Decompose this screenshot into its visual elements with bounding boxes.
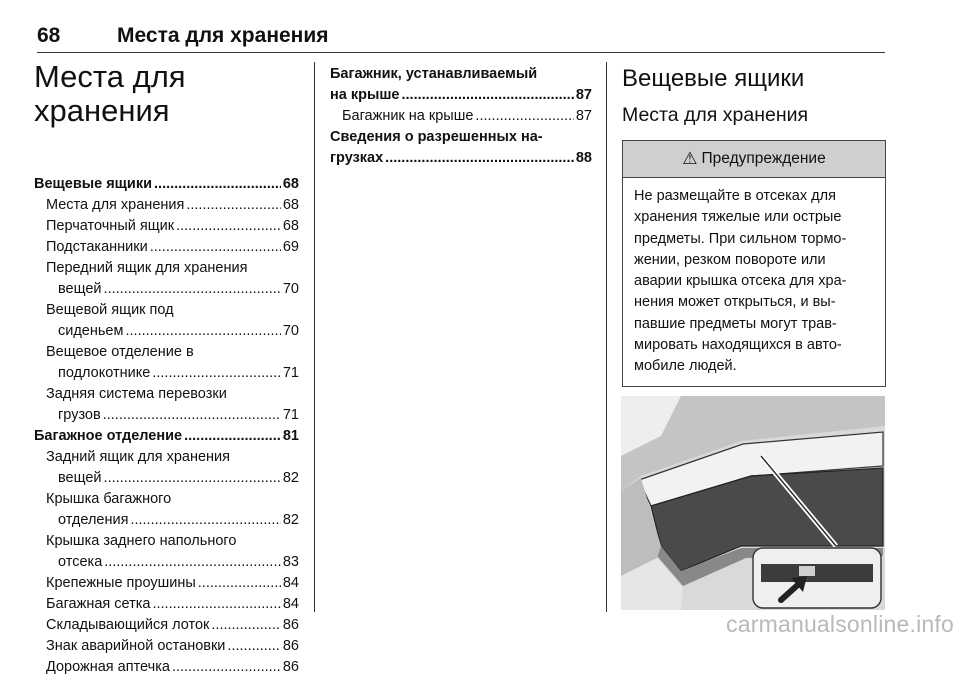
toc-entry[interactable] (34, 552, 299, 573)
toc-label: Багажная сетка (46, 596, 151, 612)
toc-page-number: 84 (282, 596, 299, 612)
toc-leader-dots (385, 148, 574, 169)
section-heading: Вещевые ящики (622, 65, 805, 92)
toc-entry[interactable] (34, 405, 299, 426)
watermark: carmanualsonline.info (726, 611, 954, 637)
warning-line: нения может открыться, и вы- (634, 294, 836, 311)
toc-entry[interactable] (34, 573, 299, 594)
toc-entry[interactable] (34, 510, 299, 531)
toc-page-number: 71 (282, 365, 299, 381)
warning-line: аварии крышка отсека для хра- (634, 273, 847, 290)
toc-page-number: 68 (282, 197, 299, 213)
toc-page-number: 70 (282, 323, 299, 339)
toc-leader-dots (211, 615, 280, 636)
toc-label: Дорожная аптечка (46, 659, 170, 675)
toc-leader-dots (104, 552, 281, 573)
toc-label: отделения (58, 512, 129, 528)
toc-label: Складывающийся лоток (46, 617, 210, 633)
toc-page-number: 82 (282, 470, 299, 486)
toc-entry[interactable] (34, 237, 299, 258)
toc-section[interactable] (330, 148, 592, 169)
toc-label: Вещевые ящики (34, 176, 153, 192)
toc-page-number: 86 (282, 659, 299, 675)
toc-page-number: 83 (282, 554, 299, 570)
toc-label: сиденьем (58, 323, 124, 339)
toc-entry-lead: Крышка багажного (46, 491, 172, 507)
toc-entry-lead: Вещевое отделение в (46, 344, 194, 360)
toc-leader-dots (176, 216, 281, 237)
toc-entry-lead: Задний ящик для хранения (46, 449, 230, 465)
warning-line: мировать находящихся в авто- (634, 337, 842, 354)
toc-page-number: 68 (282, 176, 299, 192)
toc-leader-dots (186, 195, 281, 216)
toc-label: Подстаканники (46, 239, 148, 255)
toc-label: Места для хранения (46, 197, 185, 213)
toc-label: Багажник на крыше (342, 108, 474, 124)
page-number: 68 (37, 24, 61, 47)
toc-leader-dots (130, 510, 280, 531)
warning-text (623, 178, 885, 386)
warning-line: жении, резком повороте или (634, 251, 826, 268)
warning-box (622, 140, 886, 387)
toc-entry-lead: Сведения о разрешенных на- (330, 129, 543, 145)
toc-page-number: 69 (282, 239, 299, 255)
table-of-contents (34, 174, 299, 678)
chapter-title-line-2: хранения (34, 93, 170, 128)
toc-entry-lead: Багажник, устанавливаемый (330, 66, 538, 82)
toc-page-number: 70 (282, 281, 299, 297)
toc-entry[interactable] (34, 636, 299, 657)
toc-entry-lead: Вещевой ящик под (46, 302, 174, 318)
warning-line: предметы. При сильном тормо- (634, 230, 847, 247)
toc-leader-dots (150, 237, 281, 258)
warning-header (623, 141, 885, 178)
toc-page-number: 86 (282, 638, 299, 654)
glovebox-illustration (621, 396, 885, 610)
toc-page-number: 87 (575, 108, 592, 124)
toc-label: грузов (58, 407, 101, 423)
toc-leader-dots (198, 573, 281, 594)
toc-leader-dots (103, 405, 281, 426)
toc-section[interactable] (34, 426, 299, 447)
warning-line: хранения тяжелые или острые (634, 209, 842, 226)
toc-entry-lead: Передний ящик для хранения (46, 260, 248, 276)
toc-label: Перчаточный ящик (46, 218, 175, 234)
toc-page-number: 88 (575, 150, 592, 166)
toc-entry[interactable] (34, 216, 299, 237)
toc-leader-dots (475, 106, 573, 127)
toc-leader-dots (227, 636, 280, 657)
toc-page-number: 86 (282, 617, 299, 633)
toc-page-number: 81 (282, 428, 299, 444)
toc-entry[interactable] (34, 279, 299, 300)
toc-page-number: 84 (282, 575, 299, 591)
toc-label: вещей (58, 281, 102, 297)
toc-leader-dots (152, 363, 281, 384)
toc-page-number: 68 (282, 218, 299, 234)
column-divider-2 (606, 62, 607, 612)
toc-leader-dots (154, 174, 281, 195)
column-toc-1 (34, 60, 299, 678)
toc-leader-dots (104, 468, 281, 489)
toc-label: Крепежные проушины (46, 575, 196, 591)
warning-line: павшие предметы могут трав- (634, 315, 837, 332)
toc-section[interactable] (330, 85, 592, 106)
toc-entry-lead: Крышка заднего напольного (46, 533, 237, 549)
warning-title: Предупреждение (701, 150, 826, 167)
toc-label: Багажное отделение (34, 428, 183, 444)
toc-leader-dots (125, 321, 280, 342)
toc-page-number: 82 (282, 512, 299, 528)
warning-line: Не размещайте в отсеках для (634, 188, 836, 204)
running-title: Места для хранения (117, 24, 329, 47)
column-toc-2 (330, 64, 592, 169)
toc-label: на крыше (330, 87, 400, 103)
toc-entry-lead: Задняя система перевозки (46, 386, 227, 402)
chapter-title (34, 60, 299, 128)
toc-entry[interactable] (34, 363, 299, 384)
toc-entry[interactable] (34, 321, 299, 342)
toc-entry[interactable] (34, 615, 299, 636)
toc-leader-dots (184, 426, 281, 447)
toc-label: отсека (58, 554, 103, 570)
toc-entry[interactable] (34, 195, 299, 216)
toc-entry[interactable] (34, 657, 299, 678)
toc-leader-dots (104, 279, 281, 300)
toc-leader-dots (152, 594, 280, 615)
toc-section[interactable] (34, 174, 299, 195)
toc-leader-dots (172, 657, 281, 678)
column-divider-1 (314, 62, 315, 612)
toc-label: вещей (58, 470, 102, 486)
toc-label: грузках (330, 150, 384, 166)
toc-entry[interactable] (34, 594, 299, 615)
toc-label: Знак аварийной остановки (46, 638, 226, 654)
toc-entry[interactable] (34, 468, 299, 489)
toc-leader-dots (402, 85, 574, 106)
page-header (37, 24, 885, 52)
toc-entry[interactable] (330, 106, 592, 127)
column-content (622, 64, 886, 441)
subsection-heading: Места для хранения (622, 104, 809, 126)
warning-line: мобиле людей. (634, 358, 737, 375)
table-of-contents-continued (330, 64, 592, 169)
chapter-title-line-1: Места для (34, 59, 186, 94)
warning-triangle-icon: ⚠ (682, 149, 698, 168)
header-rule (37, 52, 885, 53)
toc-page-number: 71 (282, 407, 299, 423)
toc-label: подлокотнике (58, 365, 151, 381)
toc-page-number: 87 (575, 87, 592, 103)
